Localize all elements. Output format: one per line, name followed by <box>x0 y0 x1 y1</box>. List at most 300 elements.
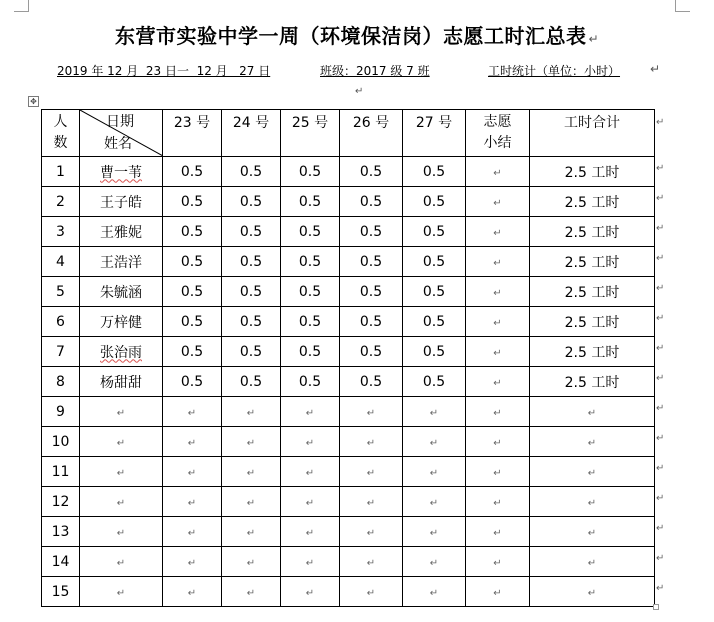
hours-cell[interactable] <box>281 337 340 367</box>
cell-end-mark: ↵ <box>429 557 439 569</box>
summary-cell[interactable] <box>466 427 530 457</box>
summary-cell[interactable] <box>466 397 530 427</box>
header-day-3: 25 号 <box>281 110 340 157</box>
hours-cell-value: 0.5 <box>359 223 383 240</box>
table-header-row <box>42 110 655 157</box>
cell-end-mark: ↵ <box>429 437 439 449</box>
row-number-cell[interactable] <box>42 157 80 187</box>
hours-cell[interactable] <box>281 457 340 487</box>
name-cell[interactable] <box>80 427 163 457</box>
total-hours-cell-value: 2.5 工时 <box>564 314 620 331</box>
hours-cell[interactable] <box>403 517 466 547</box>
row-number-cell[interactable] <box>42 427 80 457</box>
cell-end-mark: ↵ <box>429 497 439 509</box>
hours-cell-value: 0.5 <box>180 283 204 300</box>
cell-end-mark: ↵ <box>187 557 197 569</box>
hours-cell[interactable] <box>340 277 403 307</box>
hours-cell[interactable] <box>163 367 222 397</box>
table-row <box>42 547 655 577</box>
hours-cell[interactable] <box>340 367 403 397</box>
cell-end-mark: ↵ <box>305 407 315 419</box>
total-hours-cell-value: 2.5 工时 <box>564 254 620 271</box>
cell-end-mark: ↵ <box>305 527 315 539</box>
hours-cell[interactable] <box>222 487 281 517</box>
table-row <box>42 457 655 487</box>
header-diagonal-cell <box>80 110 163 157</box>
cell-end-mark: ↵ <box>429 467 439 479</box>
header-day-1: 23 号 <box>163 110 222 157</box>
summary-cell[interactable] <box>466 487 530 517</box>
hours-cell-value: 0.5 <box>359 313 383 330</box>
summary-cell[interactable] <box>466 547 530 577</box>
hours-cell-value: 0.5 <box>298 373 322 390</box>
unit-label: 工时统计（单位：小时） <box>488 64 621 78</box>
table-row <box>42 367 655 397</box>
row-number-cell[interactable] <box>42 487 80 517</box>
cell-end-mark: ↵ <box>246 467 256 479</box>
cell-end-mark: ↵ <box>116 467 126 479</box>
paragraph-mark: ↵ <box>650 62 661 76</box>
row-number-cell[interactable] <box>42 247 80 277</box>
hours-cell-value: 0.5 <box>180 373 204 390</box>
hours-cell[interactable] <box>281 307 340 337</box>
class-label: 班级：2017 级 7 班 <box>320 64 430 78</box>
name-cell[interactable] <box>80 337 163 367</box>
empty-paragraph-mark: ↵ <box>355 86 364 97</box>
hours-cell[interactable] <box>222 577 281 607</box>
total-hours-cell[interactable] <box>530 547 655 577</box>
row-end-mark: ↵ <box>656 403 665 414</box>
header-summary <box>466 110 530 157</box>
row-end-mark: ↵ <box>656 553 665 564</box>
row-end-mark: ↵ <box>656 313 665 324</box>
header-date-label: 日期 <box>106 114 134 130</box>
hours-cell[interactable] <box>281 487 340 517</box>
hours-cell-value: 0.5 <box>239 373 263 390</box>
hours-cell[interactable] <box>281 427 340 457</box>
header-summary-label-2: 小结 <box>483 135 512 151</box>
hours-cell[interactable] <box>163 427 222 457</box>
hours-cell[interactable] <box>163 487 222 517</box>
hours-cell[interactable] <box>281 247 340 277</box>
hours-cell[interactable] <box>403 427 466 457</box>
total-hours-cell[interactable] <box>530 157 655 187</box>
name-cell-value: 曹一苇 <box>100 164 142 181</box>
row-number-cell[interactable] <box>42 397 80 427</box>
hours-cell[interactable] <box>403 247 466 277</box>
row-number-cell-value: 11 <box>51 463 70 480</box>
name-cell[interactable] <box>80 397 163 427</box>
cell-end-mark: ↵ <box>246 557 256 569</box>
total-hours-cell[interactable] <box>530 487 655 517</box>
hours-cell-value: 0.5 <box>422 223 446 240</box>
row-number-cell-value: 14 <box>51 553 70 570</box>
row-number-cell[interactable] <box>42 187 80 217</box>
hours-cell[interactable] <box>340 217 403 247</box>
name-cell[interactable] <box>80 277 163 307</box>
total-hours-cell[interactable] <box>530 307 655 337</box>
name-cell[interactable] <box>80 517 163 547</box>
table-row <box>42 217 655 247</box>
summary-cell[interactable] <box>466 277 530 307</box>
hours-cell[interactable] <box>403 577 466 607</box>
cell-end-mark: ↵ <box>366 467 376 479</box>
hours-cell-value: 0.5 <box>359 373 383 390</box>
name-cell[interactable] <box>80 547 163 577</box>
name-cell[interactable] <box>80 247 163 277</box>
hours-cell[interactable] <box>340 307 403 337</box>
hours-cell[interactable] <box>281 547 340 577</box>
hours-cell-value: 0.5 <box>422 253 446 270</box>
row-number-cell-value: 7 <box>56 343 65 360</box>
table-row <box>42 517 655 547</box>
cell-end-mark: ↵ <box>587 407 597 419</box>
hours-cell[interactable] <box>281 367 340 397</box>
hours-cell[interactable] <box>163 337 222 367</box>
cell-end-mark: ↵ <box>187 497 197 509</box>
table-row <box>42 427 655 457</box>
row-number-cell[interactable] <box>42 307 80 337</box>
cell-end-mark: ↵ <box>305 467 315 479</box>
row-end-mark: ↵ <box>656 433 665 444</box>
header-count-label-1: 人 <box>53 114 68 130</box>
cell-end-mark: ↵ <box>587 527 597 539</box>
table-row <box>42 397 655 427</box>
row-end-mark: ↵ <box>656 493 665 504</box>
row-number-cell-value: 13 <box>51 523 70 540</box>
cell-end-mark: ↵ <box>305 437 315 449</box>
hours-cell-value: 0.5 <box>298 313 322 330</box>
hours-cell-value: 0.5 <box>180 163 204 180</box>
volunteer-hours-table <box>41 109 655 607</box>
cell-end-mark: ↵ <box>366 497 376 509</box>
table-row <box>42 277 655 307</box>
total-hours-cell[interactable] <box>530 457 655 487</box>
hours-cell[interactable] <box>340 457 403 487</box>
name-cell-value: 王子皓 <box>100 194 142 211</box>
table-row <box>42 487 655 517</box>
hours-cell[interactable] <box>163 217 222 247</box>
hours-cell[interactable] <box>281 577 340 607</box>
row-number-cell[interactable] <box>42 577 80 607</box>
hours-cell[interactable] <box>340 247 403 277</box>
cell-end-mark: ↵ <box>587 467 597 479</box>
header-total: 工时合计 <box>530 110 655 157</box>
hours-cell[interactable] <box>222 187 281 217</box>
cell-end-mark: ↵ <box>587 587 597 599</box>
row-number-cell-value: 4 <box>56 253 65 270</box>
row-number-cell[interactable] <box>42 367 80 397</box>
row-end-mark: ↵ <box>656 193 665 204</box>
summary-cell[interactable] <box>466 157 530 187</box>
hours-cell[interactable] <box>222 307 281 337</box>
row-number-cell[interactable] <box>42 217 80 247</box>
hours-cell[interactable] <box>403 457 466 487</box>
hours-cell[interactable] <box>163 547 222 577</box>
total-hours-cell[interactable] <box>530 427 655 457</box>
name-cell-value: 杨甜甜 <box>100 374 142 391</box>
cell-end-mark: ↵ <box>366 527 376 539</box>
row-number-cell[interactable] <box>42 547 80 577</box>
hours-cell-value: 0.5 <box>239 223 263 240</box>
hours-cell[interactable] <box>222 247 281 277</box>
page-corner-mark-left <box>14 0 29 12</box>
summary-cell[interactable] <box>466 307 530 337</box>
cell-end-mark: ↵ <box>429 407 439 419</box>
hours-cell[interactable] <box>281 187 340 217</box>
header-count <box>42 110 80 157</box>
row-number-cell[interactable] <box>42 337 80 367</box>
row-number-cell-value: 12 <box>51 493 70 510</box>
name-cell[interactable] <box>80 217 163 247</box>
cell-end-mark: ↵ <box>305 557 315 569</box>
row-number-cell-value: 1 <box>56 163 65 180</box>
hours-cell[interactable] <box>403 307 466 337</box>
cell-end-mark: ↵ <box>116 557 126 569</box>
total-hours-cell-value: 2.5 工时 <box>564 374 620 391</box>
hours-cell[interactable] <box>163 517 222 547</box>
cell-end-mark: ↵ <box>187 437 197 449</box>
row-end-mark: ↵ <box>656 253 665 264</box>
hours-cell[interactable] <box>281 517 340 547</box>
hours-cell-value: 0.5 <box>422 193 446 210</box>
row-end-mark: ↵ <box>656 283 665 294</box>
hours-cell-value: 0.5 <box>359 253 383 270</box>
total-hours-cell[interactable] <box>530 517 655 547</box>
total-hours-cell-value: 2.5 工时 <box>564 284 620 301</box>
row-number-cell-value: 9 <box>56 403 65 420</box>
hours-cell-value: 0.5 <box>298 253 322 270</box>
summary-cell[interactable] <box>466 367 530 397</box>
hours-cell-value: 0.5 <box>239 343 263 360</box>
cell-end-mark: ↵ <box>305 497 315 509</box>
total-hours-cell-value: 2.5 工时 <box>564 164 620 181</box>
row-number-cell-value: 8 <box>56 373 65 390</box>
name-cell[interactable] <box>80 187 163 217</box>
cell-end-mark: ↵ <box>493 167 502 179</box>
summary-cell[interactable] <box>466 187 530 217</box>
name-cell[interactable] <box>80 577 163 607</box>
hours-cell[interactable] <box>403 487 466 517</box>
total-hours-cell[interactable] <box>530 217 655 247</box>
name-cell-value: 张治雨 <box>100 344 142 361</box>
hours-cell-value: 0.5 <box>359 193 383 210</box>
hours-cell-value: 0.5 <box>422 313 446 330</box>
summary-cell[interactable] <box>466 337 530 367</box>
hours-cell-value: 0.5 <box>180 343 204 360</box>
cell-end-mark: ↵ <box>305 587 315 599</box>
hours-cell[interactable] <box>222 367 281 397</box>
cell-end-mark: ↵ <box>493 437 502 449</box>
cell-end-mark: ↵ <box>116 407 126 419</box>
hours-cell[interactable] <box>340 577 403 607</box>
hours-cell[interactable] <box>403 397 466 427</box>
table-resize-handle[interactable] <box>653 604 659 610</box>
row-number-cell[interactable] <box>42 277 80 307</box>
hours-cell[interactable] <box>222 547 281 577</box>
document-title <box>0 20 714 49</box>
total-hours-cell-value: 2.5 工时 <box>564 344 620 361</box>
hours-cell-value: 0.5 <box>359 343 383 360</box>
row-number-cell[interactable] <box>42 457 80 487</box>
cell-end-mark: ↵ <box>493 467 502 479</box>
row-end-mark: ↵ <box>656 163 665 174</box>
hours-cell[interactable] <box>163 277 222 307</box>
name-cell[interactable] <box>80 487 163 517</box>
hours-cell[interactable] <box>340 397 403 427</box>
document-title-text: 东营市实验中学一周（环境保洁岗）志愿工时汇总表 <box>114 24 587 48</box>
total-hours-cell[interactable] <box>530 187 655 217</box>
cell-end-mark: ↵ <box>493 317 502 329</box>
hours-cell[interactable] <box>163 187 222 217</box>
total-hours-cell[interactable] <box>530 367 655 397</box>
table-row <box>42 577 655 607</box>
row-number-cell-value: 6 <box>56 313 65 330</box>
hours-cell[interactable] <box>403 187 466 217</box>
hours-cell[interactable] <box>340 517 403 547</box>
hours-cell-value: 0.5 <box>239 283 263 300</box>
row-number-cell-value: 10 <box>51 433 70 450</box>
hours-cell[interactable] <box>163 577 222 607</box>
hours-cell-value: 0.5 <box>359 283 383 300</box>
hours-cell[interactable] <box>403 277 466 307</box>
hours-cell[interactable] <box>403 217 466 247</box>
hours-cell-value: 0.5 <box>359 163 383 180</box>
hours-cell-value: 0.5 <box>298 163 322 180</box>
hours-cell[interactable] <box>222 517 281 547</box>
cell-end-mark: ↵ <box>116 587 126 599</box>
hours-cell[interactable] <box>281 277 340 307</box>
table-row <box>42 187 655 217</box>
total-hours-cell[interactable] <box>530 337 655 367</box>
hours-cell-value: 0.5 <box>422 373 446 390</box>
date-range: 2019 年 12 月 23 日一 12 月 27 日 <box>57 64 271 78</box>
row-end-mark: ↵ <box>656 463 665 474</box>
table-move-handle-icon[interactable]: ✥ <box>28 96 39 107</box>
cell-end-mark: ↵ <box>493 527 502 539</box>
hours-cell[interactable] <box>403 337 466 367</box>
hours-cell[interactable] <box>340 337 403 367</box>
hours-cell[interactable] <box>222 157 281 187</box>
table-row <box>42 307 655 337</box>
cell-end-mark: ↵ <box>246 527 256 539</box>
hours-cell[interactable] <box>281 157 340 187</box>
cell-end-mark: ↵ <box>366 557 376 569</box>
row-end-mark: ↵ <box>656 223 665 234</box>
hours-cell[interactable] <box>163 247 222 277</box>
hours-cell[interactable] <box>281 217 340 247</box>
summary-cell[interactable] <box>466 217 530 247</box>
header-day-2: 24 号 <box>222 110 281 157</box>
hours-cell-value: 0.5 <box>422 343 446 360</box>
hours-cell-value: 0.5 <box>298 193 322 210</box>
name-cell[interactable] <box>80 457 163 487</box>
hours-cell[interactable] <box>222 397 281 427</box>
hours-cell[interactable] <box>163 457 222 487</box>
cell-end-mark: ↵ <box>366 437 376 449</box>
hours-cell[interactable] <box>340 157 403 187</box>
name-cell[interactable] <box>80 367 163 397</box>
hours-cell-value: 0.5 <box>239 313 263 330</box>
cell-end-mark: ↵ <box>246 437 256 449</box>
name-cell[interactable] <box>80 307 163 337</box>
hours-cell[interactable] <box>340 547 403 577</box>
cell-end-mark: ↵ <box>429 587 439 599</box>
hours-cell-value: 0.5 <box>180 313 204 330</box>
hours-cell[interactable] <box>222 337 281 367</box>
hours-cell-value: 0.5 <box>422 163 446 180</box>
cell-end-mark: ↵ <box>366 407 376 419</box>
summary-cell[interactable] <box>466 577 530 607</box>
summary-cell[interactable] <box>466 247 530 277</box>
row-number-cell-value: 5 <box>56 283 65 300</box>
cell-end-mark: ↵ <box>246 587 256 599</box>
table-row <box>42 157 655 187</box>
hours-cell[interactable] <box>340 187 403 217</box>
cell-end-mark: ↵ <box>116 437 126 449</box>
hours-cell[interactable] <box>340 427 403 457</box>
hours-cell[interactable] <box>403 367 466 397</box>
hours-cell-value: 0.5 <box>239 193 263 210</box>
row-end-mark: ↵ <box>656 583 665 594</box>
total-hours-cell[interactable] <box>530 277 655 307</box>
total-hours-cell[interactable] <box>530 247 655 277</box>
table-row <box>42 337 655 367</box>
hours-cell[interactable] <box>222 277 281 307</box>
hours-cell-value: 0.5 <box>298 283 322 300</box>
hours-cell-value: 0.5 <box>180 253 204 270</box>
cell-end-mark: ↵ <box>187 407 197 419</box>
summary-cell[interactable] <box>466 457 530 487</box>
table-row <box>42 247 655 277</box>
hours-cell[interactable] <box>222 427 281 457</box>
hours-cell[interactable] <box>163 397 222 427</box>
hours-cell[interactable] <box>281 397 340 427</box>
cell-end-mark: ↵ <box>116 527 126 539</box>
cell-end-mark: ↵ <box>246 497 256 509</box>
hours-cell-value: 0.5 <box>180 193 204 210</box>
name-cell-value: 王雅妮 <box>100 224 142 241</box>
header-name-label: 姓名 <box>104 136 132 152</box>
hours-cell-value: 0.5 <box>180 223 204 240</box>
cell-end-mark: ↵ <box>587 497 597 509</box>
hours-cell[interactable] <box>163 157 222 187</box>
total-hours-cell[interactable] <box>530 577 655 607</box>
row-end-mark: ↵ <box>656 343 665 354</box>
name-cell[interactable] <box>80 157 163 187</box>
cell-end-mark: ↵ <box>493 347 502 359</box>
cell-end-mark: ↵ <box>493 497 502 509</box>
header-count-label-2: 数 <box>53 135 68 151</box>
cell-end-mark: ↵ <box>493 227 502 239</box>
total-hours-cell[interactable] <box>530 397 655 427</box>
hours-cell-value: 0.5 <box>422 283 446 300</box>
hours-cell[interactable] <box>222 217 281 247</box>
cell-end-mark: ↵ <box>429 527 439 539</box>
cell-end-mark: ↵ <box>187 587 197 599</box>
hours-cell[interactable] <box>222 457 281 487</box>
page-corner-mark-right <box>675 0 690 12</box>
cell-end-mark: ↵ <box>366 587 376 599</box>
cell-end-mark: ↵ <box>116 497 126 509</box>
hours-cell[interactable] <box>403 547 466 577</box>
hours-cell[interactable] <box>403 157 466 187</box>
hours-cell[interactable] <box>163 307 222 337</box>
summary-cell[interactable] <box>466 517 530 547</box>
hours-cell[interactable] <box>340 487 403 517</box>
row-number-cell[interactable] <box>42 517 80 547</box>
name-cell-value: 万梓健 <box>100 314 142 331</box>
